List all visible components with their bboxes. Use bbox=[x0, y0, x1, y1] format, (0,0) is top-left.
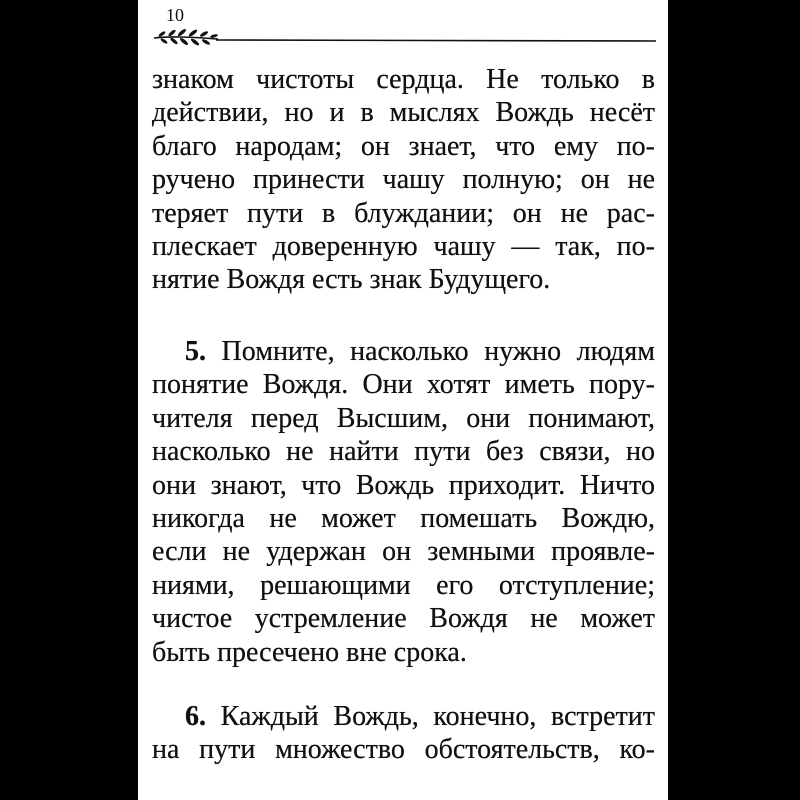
text-line: чистое устремление Вождя не может bbox=[152, 603, 655, 635]
paragraph-5 bbox=[152, 335, 655, 669]
text-line: насколько не найти пути без связи, но bbox=[152, 436, 655, 468]
text-line: благо народам; он знает, что ему по- bbox=[152, 130, 655, 162]
text-line: ниями, решающими его отступление; bbox=[152, 569, 655, 601]
text-line: быть пресечено вне срока. bbox=[152, 636, 467, 668]
text-line: чителя перед Высшим, они понимают, bbox=[152, 402, 655, 434]
paragraph-number: 5. bbox=[185, 336, 206, 367]
text-line bbox=[152, 700, 655, 733]
paragraph-6 bbox=[152, 700, 655, 767]
text-line: никогда не может помешать Вождю, bbox=[152, 502, 655, 534]
text-line: действии, но и в мыслях Вождь несёт bbox=[152, 97, 655, 129]
text-line: теряет пути в блуждании; он не рас- bbox=[152, 197, 655, 229]
page-number: 10 bbox=[166, 5, 184, 25]
text-line bbox=[152, 335, 655, 368]
text-line: они знают, что Вождь приходит. Ничто bbox=[152, 469, 655, 501]
paragraph-continued bbox=[152, 63, 655, 297]
text-line: плескает доверенную чашу — так, по- bbox=[152, 230, 655, 262]
text-line: знаком чистоты сердца. Не только в bbox=[152, 64, 655, 95]
fern-sprig-divider-icon bbox=[150, 24, 660, 48]
text-line-content: Помните, насколько нужно людям bbox=[221, 336, 655, 367]
text-line-content: Каждый Вождь, конечно, встретит bbox=[220, 701, 655, 732]
text-line: ручено принести чашу полную; он не bbox=[152, 164, 655, 196]
text-line: нятие Вождя есть знак Будущего. bbox=[152, 264, 551, 296]
paragraph-number: 6. bbox=[185, 701, 206, 732]
text-line: понятие Вождя. Они хотят иметь пору- bbox=[152, 369, 655, 401]
text-line: на пути множество обстоятельств, ко- bbox=[152, 734, 655, 766]
text-line: если не удержан он земными проявле- bbox=[152, 536, 655, 568]
